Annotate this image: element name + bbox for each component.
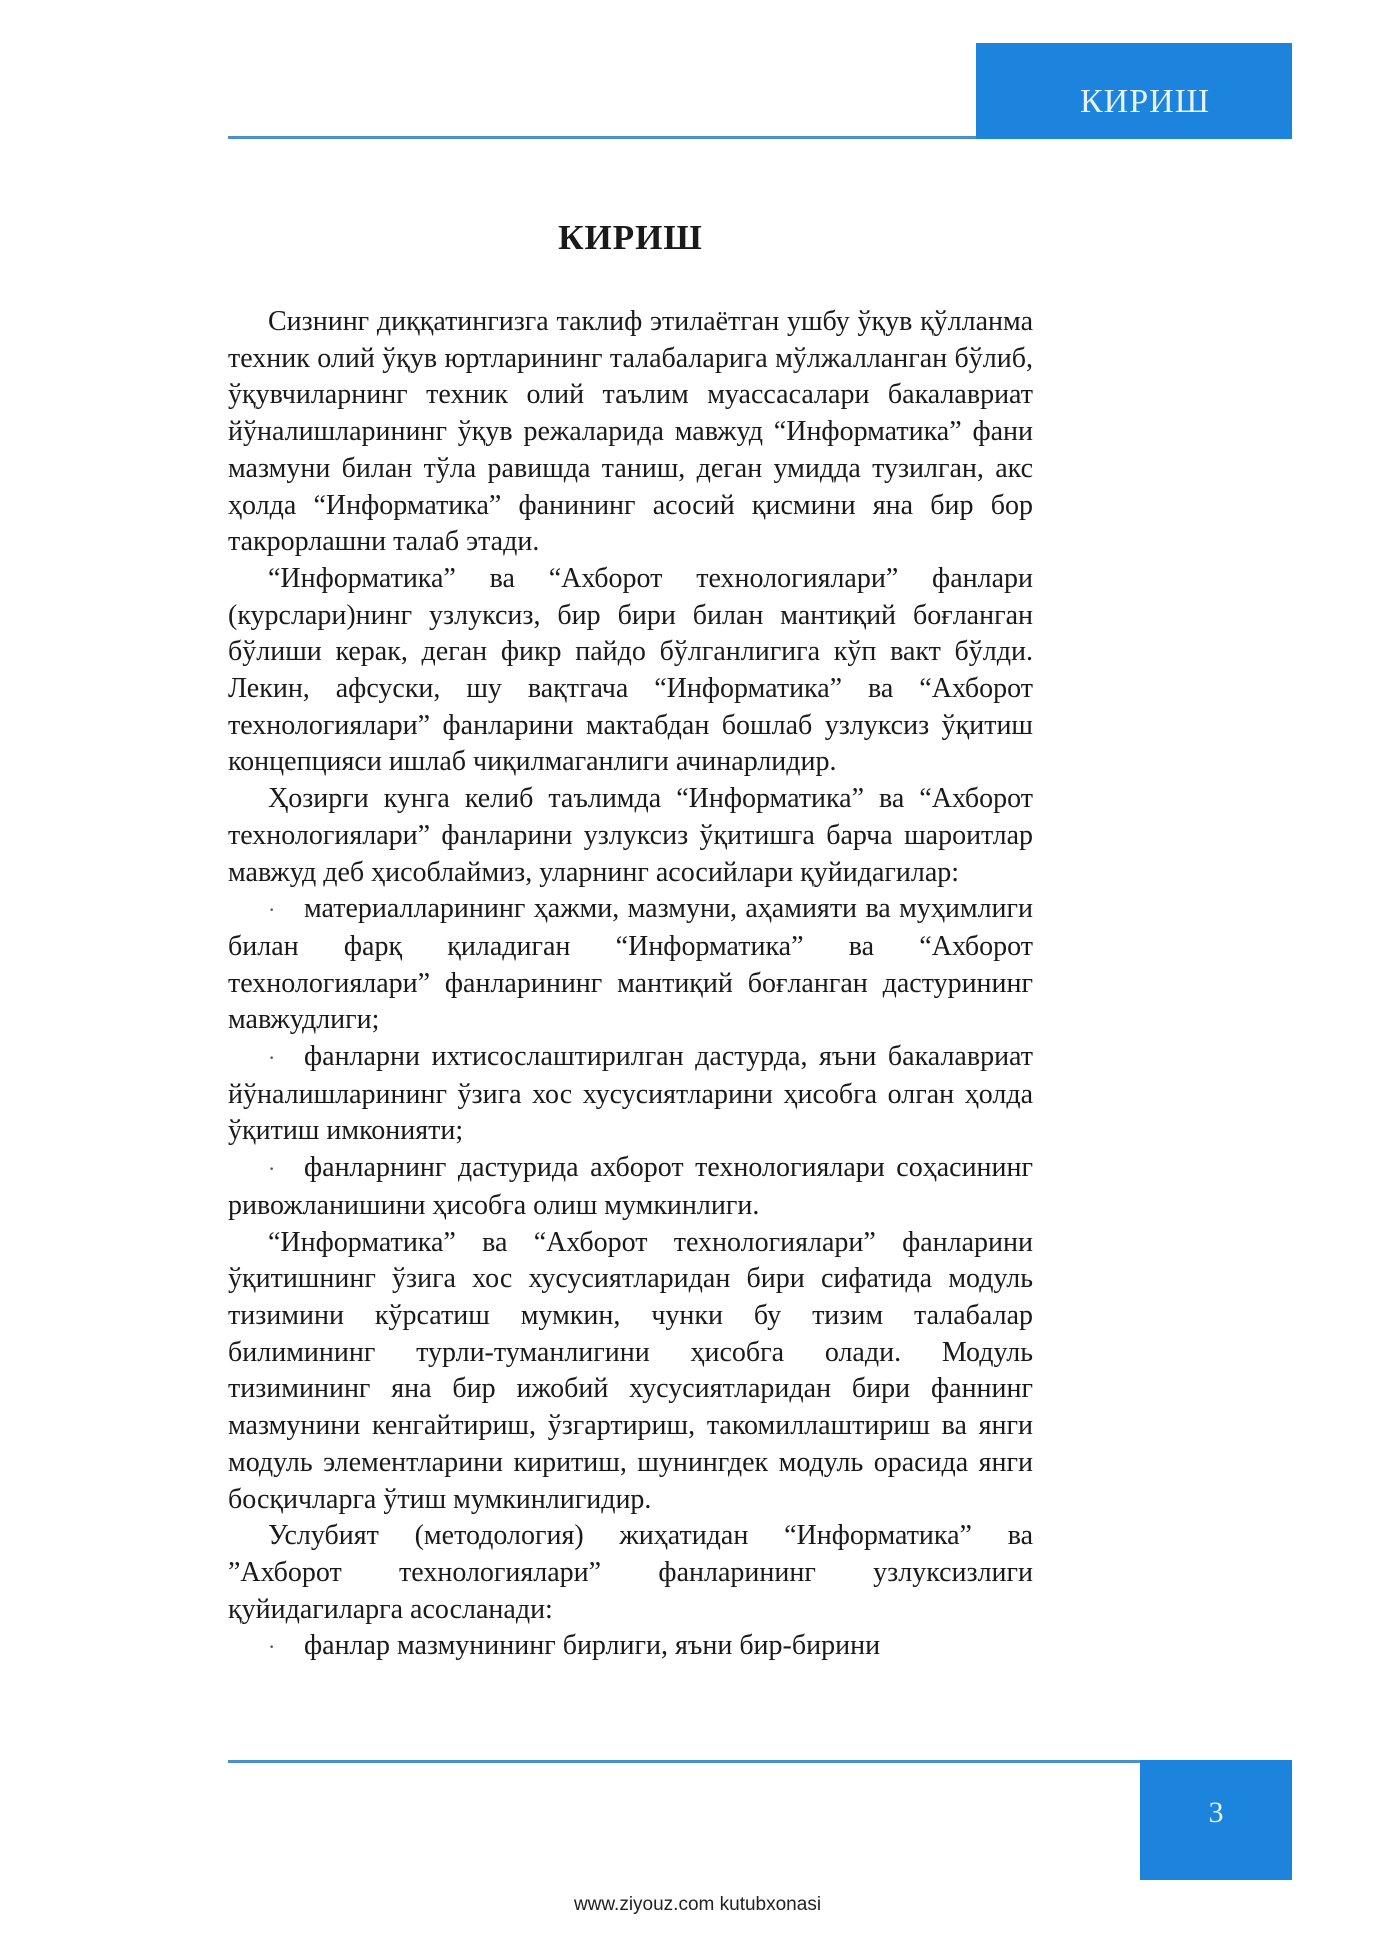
bullet-text: фанлар мазмунининг бирлиги, яъни бир-бирини — [304, 1630, 881, 1662]
bullet-item — [228, 891, 1033, 1039]
paragraph: Ҳозирги кунга келиб таълимда “Информатика” ва “Ахборот технологиялари” фанларини узлуксиз ўқитишга барча шароитлар мавжуд деб ҳисоблаймиз, уларнинг асосийлари қуйидагилар: — [228, 783, 1033, 888]
bullet-item — [228, 1039, 1033, 1150]
bullet-item — [228, 1628, 1033, 1666]
header-rule — [228, 136, 976, 139]
bullet-text: материалларининг ҳажми, мазмуни, аҳамияти ва муҳимлиги билан фарқ қиладиган “Информатика” ва “Ахборот технологиялари” фанларининг мантиқий боғланган дастурининг мавжудлиги; — [228, 893, 1033, 1036]
footer-rule — [228, 1760, 1140, 1763]
bullet-icon: · — [268, 1634, 276, 1660]
paragraph: “Информатика” ва “Ахборот технологиялари” фанлари (курслари)нинг узлуксиз, бир бири билан мантиқий боғланган бўлиши керак, деган фикр пайдо бўлганлигига кўп вакт бўлди. Лекин, афсуски, шу вақтгача “Информатика” ва “Ахборот технологиялари” фанларини мактабдан бошлаб узлуксиз ўқитиш концепцияси ишлаб чиқилмаганлиги ачинарлидир. — [228, 562, 1033, 778]
watermark-text: www.ziyouz.com kutubxonasi — [573, 1894, 822, 1915]
paragraph: Сизнинг диққатингизга таклиф этилаётган ушбу ўқув қўлланма техник олий ўқув юртларининг талабаларига мўлжалланган бўлиб, ўқувчиларнинг техник олий таълим муассасалари бакалавриат йўналишларининг ўқув режаларида мавжуд “Информатика” фани мазмуни билан тўла равишда таниш, деган умидда тузилган, акс ҳолда “Информатика” фанининг асосий қисмини яна бир бор такрорлашни талаб этади. — [228, 306, 1033, 558]
bullet-icon: · — [268, 1156, 276, 1182]
page-number-tab — [1140, 1760, 1292, 1880]
header-section-label: КИРИШ — [1080, 83, 1210, 120]
bullet-icon: · — [268, 1045, 276, 1071]
bullet-icon: · — [268, 897, 276, 923]
page-title: КИРИШ — [558, 218, 703, 257]
bullet-text: фанларнинг дастурида ахборот технологиялари соҳасининг ривожланишини ҳисобга олиш мумкинлиги. — [228, 1152, 1033, 1221]
body-text — [228, 304, 1033, 1666]
paragraph: Услубият (методология) жиҳатидан “Информатика” ва ”Ахборот технологиялари” фанларининг узлуксизлиги қуйидагиларга асосланади: — [228, 1520, 1033, 1625]
header-section-tab — [976, 43, 1292, 139]
bullet-item — [228, 1150, 1033, 1224]
bullet-text: фанларни ихтисослаштирилган дастурда, яъни бакалавриат йўналишларининг ўзига хос хусусиятларини ҳисобга олган ҳолда ўқитиш имконияти; — [228, 1041, 1033, 1147]
paragraph: “Информатика” ва “Ахборот технологиялари” фанларини ўқитишнинг ўзига хос хусусиятларидан бири сифатида модуль тизимини кўрсатиш мумкин, чунки бу тизим талабалар билимининг турли-туманлигини ҳисобга олади. Модуль тизимининг яна бир ижобий хусусиятларидан бири фаннинг мазмунини кенгайтириш, ўзгартириш, такомиллаштириш ва янги модуль элементларини киритиш, шунингдек модуль орасида янги босқичларга ўтиш мумкинлигидир. — [228, 1226, 1033, 1515]
page-number: 3 — [1208, 1796, 1224, 1829]
